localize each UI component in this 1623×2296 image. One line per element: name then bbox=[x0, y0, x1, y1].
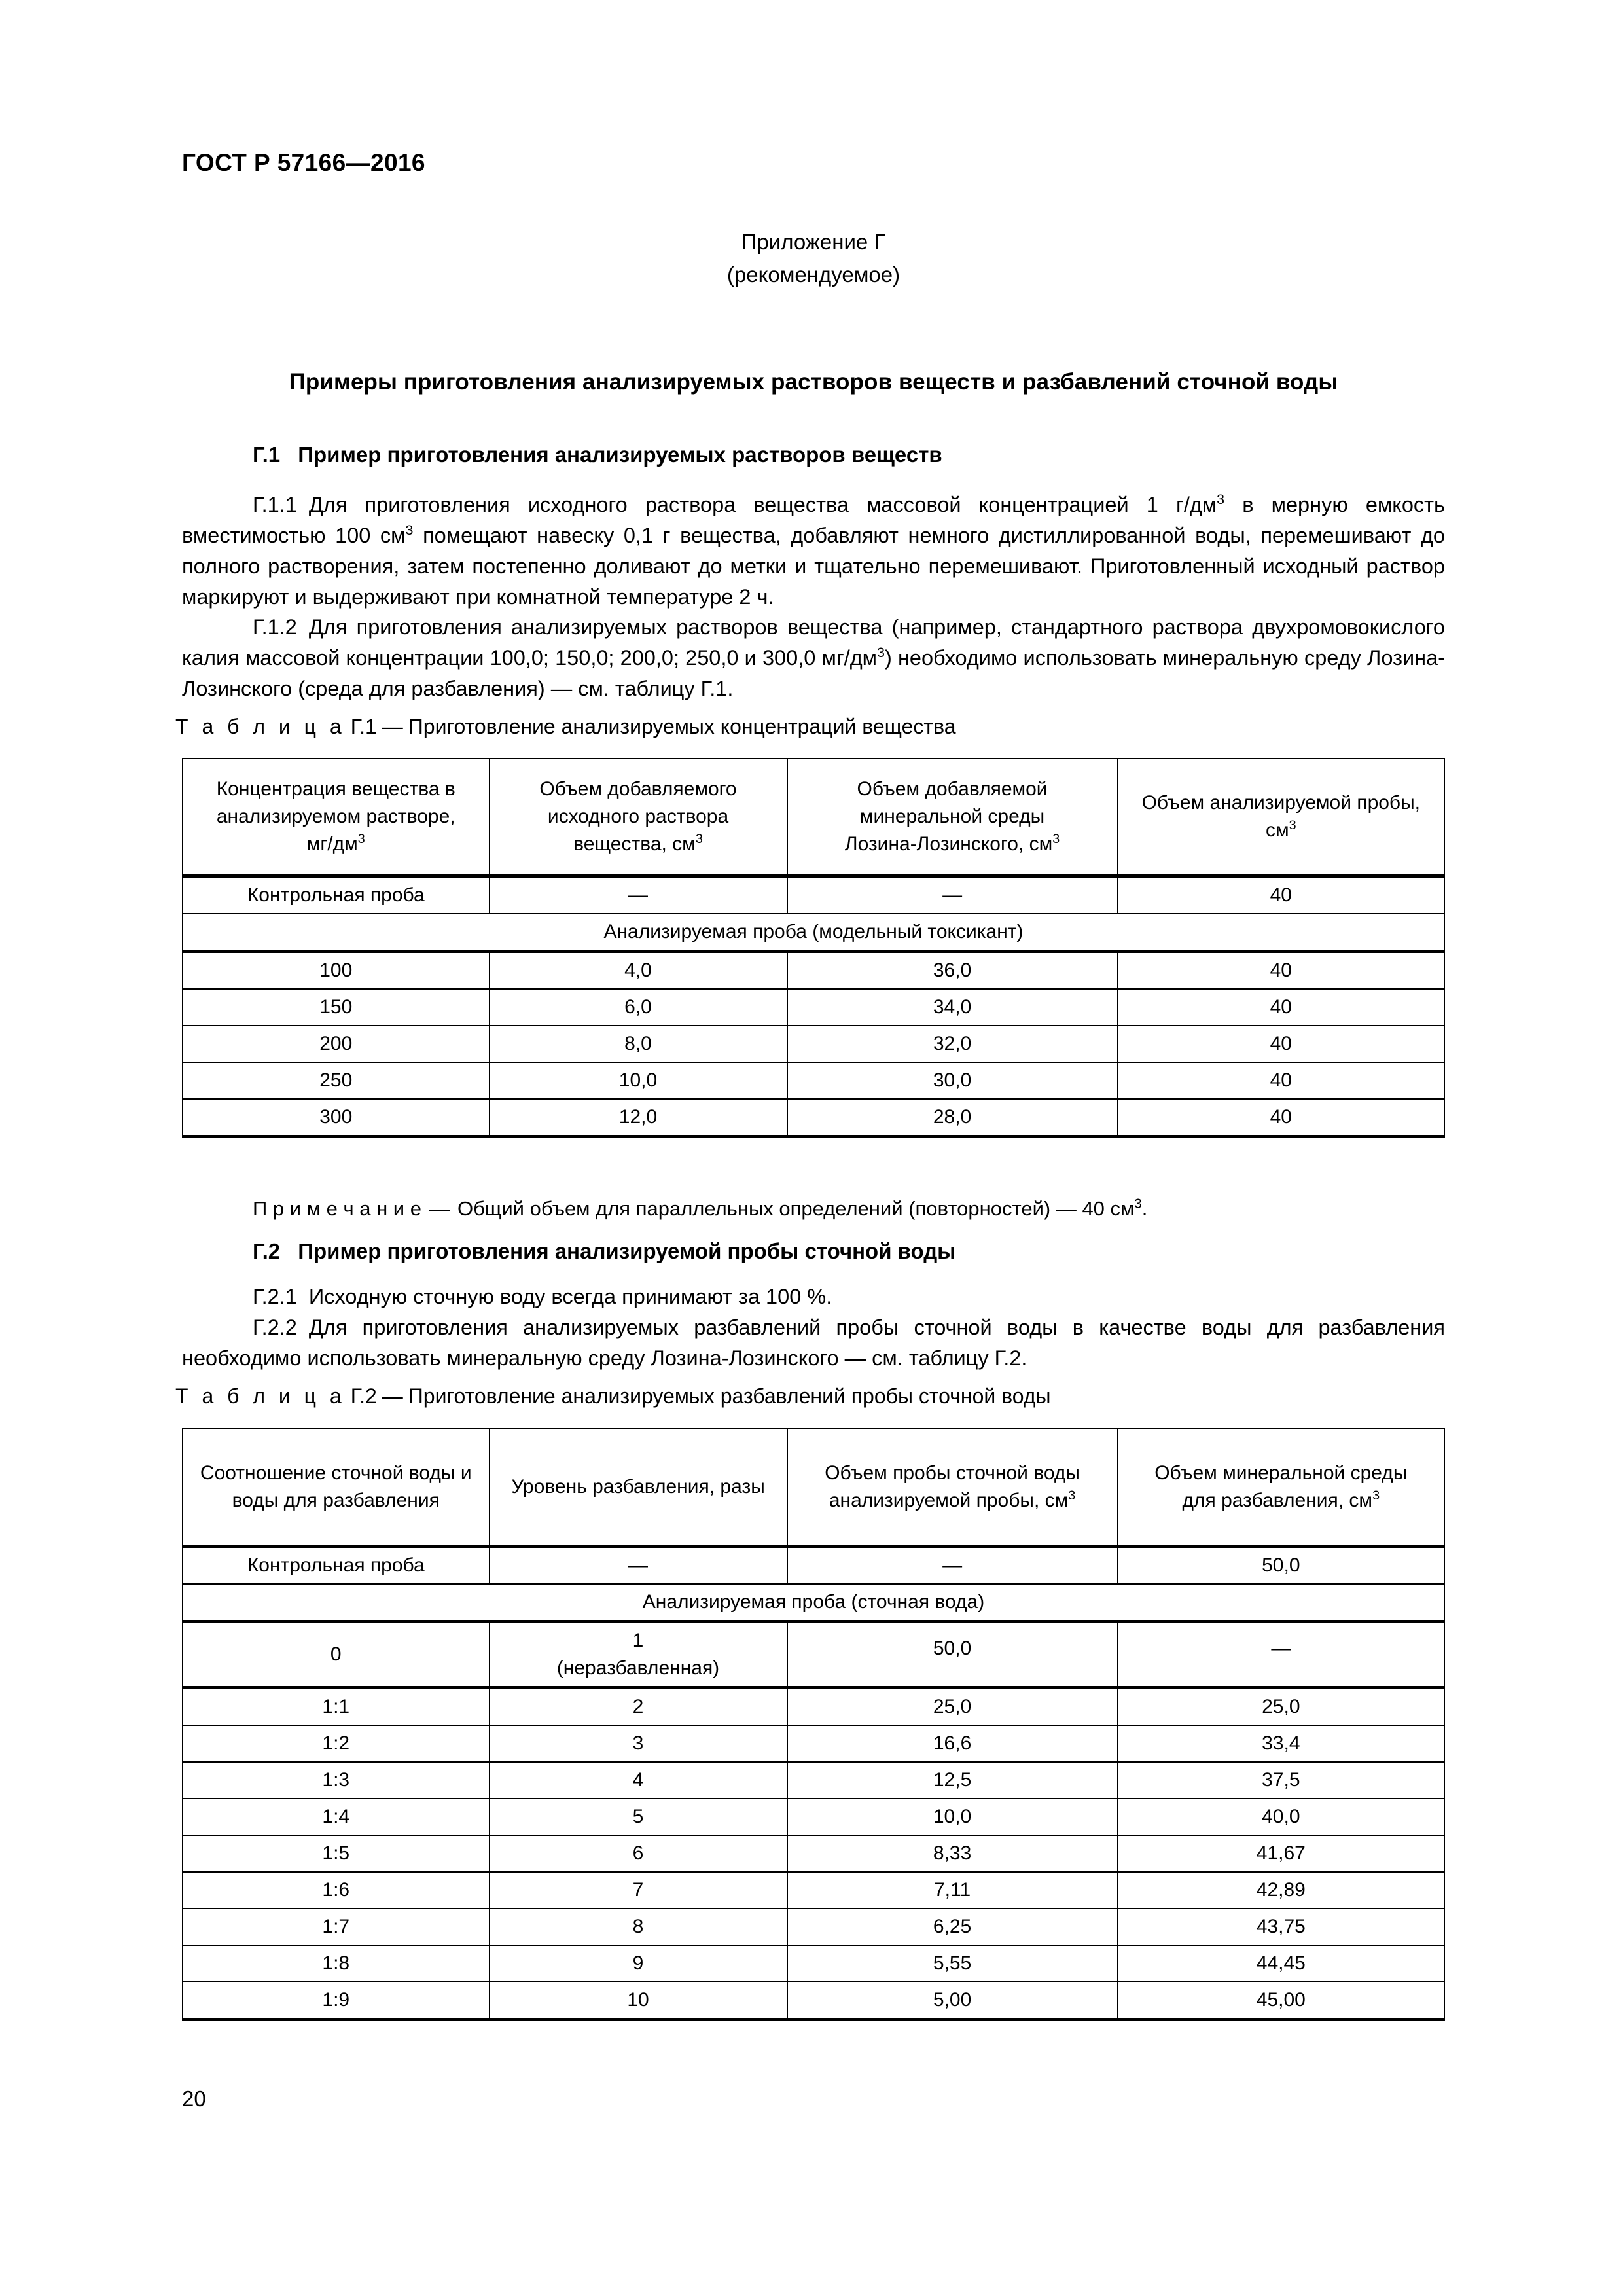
table-cell: 2 bbox=[490, 1688, 787, 1726]
table-g2-header-cell-3 bbox=[787, 1429, 1118, 1547]
table-cell: 30,0 bbox=[787, 1062, 1118, 1099]
header-line: Объем анализируемой пробы, bbox=[1141, 792, 1421, 814]
table-g1-header-cell-3 bbox=[787, 759, 1118, 876]
table-g1-caption-label: Т а б л и ц а bbox=[175, 715, 346, 738]
note-dash: — bbox=[429, 1197, 450, 1220]
table-cell: 10 bbox=[490, 1982, 787, 2020]
table-cell: 100 bbox=[183, 952, 490, 990]
table-cell: 5,55 bbox=[787, 1945, 1118, 1982]
table-cell: 8,0 bbox=[490, 1026, 787, 1062]
header-line: Объем добавляемого bbox=[539, 778, 737, 800]
table-g1-group-row bbox=[183, 914, 1444, 952]
table-cell: 28,0 bbox=[787, 1099, 1118, 1137]
header-line: анализируемом растворе, bbox=[216, 806, 455, 827]
table-cell: 1:9 bbox=[183, 1982, 490, 2020]
table-g2 bbox=[182, 1428, 1445, 2021]
table-cell: 8,33 bbox=[787, 1835, 1118, 1872]
table-g2-caption-dash: — bbox=[382, 1384, 403, 1408]
header-line: Объем минеральной среды bbox=[1154, 1462, 1408, 1484]
table-row bbox=[183, 1909, 1444, 1945]
table-cell: — bbox=[787, 1547, 1118, 1585]
table-g2-caption-label: Т а б л и ц а bbox=[175, 1384, 346, 1408]
table-cell: 43,75 bbox=[1118, 1909, 1444, 1945]
note-label: П р и м е ч а н и е bbox=[253, 1197, 421, 1220]
header-line: Объем добавляемой bbox=[857, 778, 1048, 800]
table-row bbox=[183, 1099, 1444, 1137]
table-cell: 1:3 bbox=[183, 1762, 490, 1799]
table-cell: 250 bbox=[183, 1062, 490, 1099]
header-line: исходного раствора bbox=[547, 806, 729, 827]
table-cell: 10,0 bbox=[787, 1799, 1118, 1835]
table-row bbox=[183, 1945, 1444, 1982]
table-g2-header-cell-4 bbox=[1118, 1429, 1444, 1547]
table-row bbox=[183, 1062, 1444, 1099]
table-g2-control-row bbox=[183, 1547, 1444, 1585]
table-row bbox=[183, 952, 1444, 990]
table-cell: 4 bbox=[490, 1762, 787, 1799]
table-g1-note bbox=[182, 1194, 1445, 1224]
table-cell: — bbox=[787, 876, 1118, 914]
table-cell: 36,0 bbox=[787, 952, 1118, 990]
header-line: для разбавления, $см^3$ bbox=[1182, 1488, 1380, 1511]
table-cell: 44,45 bbox=[1118, 1945, 1444, 1982]
table-g2-header-cell-1 bbox=[183, 1429, 490, 1547]
table-cell: 1:8 bbox=[183, 1945, 490, 1982]
paragraph-g1-1-text-b: в мерную емкость вместимостью 100 см bbox=[182, 493, 1445, 547]
table-cell: 6,0 bbox=[490, 989, 787, 1026]
cell-line: (неразбавленная) bbox=[556, 1657, 720, 1679]
paragraph-g1-2-sup-a: 3 bbox=[877, 645, 885, 661]
table-cell: 1:2 bbox=[183, 1725, 490, 1762]
table-cell: 7 bbox=[490, 1872, 787, 1909]
paragraph-g1-1-number: Г.1.1 bbox=[253, 493, 297, 516]
table-row bbox=[183, 1026, 1444, 1062]
table-cell: 40 bbox=[1118, 1099, 1444, 1137]
table-g2-group-row bbox=[183, 1584, 1444, 1622]
appendix-status: (рекомендуемое) bbox=[726, 262, 901, 287]
header-line: Объем пробы сточной воды bbox=[825, 1462, 1080, 1484]
table-cell: 1:4 bbox=[183, 1799, 490, 1835]
section-g2-number: Г.2 bbox=[253, 1239, 281, 1263]
table-cell: 200 bbox=[183, 1026, 490, 1062]
page-number: 20 bbox=[182, 2087, 206, 2111]
table-row bbox=[183, 1725, 1444, 1762]
section-g1-number: Г.1 bbox=[253, 442, 281, 467]
header-line: Лозина-Лозинского, $см^3$ bbox=[844, 832, 1060, 855]
table-cell: Контрольная проба bbox=[183, 876, 490, 914]
table-cell: 12,0 bbox=[490, 1099, 787, 1137]
table-cell: 3 bbox=[490, 1725, 787, 1762]
header-line: Концентрация вещества в bbox=[216, 778, 455, 800]
table-g1-header-cell-1 bbox=[183, 759, 490, 876]
table-cell: 37,5 bbox=[1118, 1762, 1444, 1799]
standard-header: ГОСТ Р 57166—2016 bbox=[182, 149, 425, 176]
table-cell: 50,0 bbox=[1118, 1547, 1444, 1585]
table-cell: 6,25 bbox=[787, 1909, 1118, 1945]
table-row bbox=[183, 1835, 1444, 1872]
header-line: воды для разбавления bbox=[232, 1490, 440, 1511]
table-cell: 4,0 bbox=[490, 952, 787, 990]
table-cell: 7,11 bbox=[787, 1872, 1118, 1909]
table-g1 bbox=[182, 758, 1445, 1138]
table-g1-header-cell-4 bbox=[1118, 759, 1444, 876]
table-cell: 0 bbox=[183, 1622, 490, 1688]
table-g2-caption-text: Приготовление анализируемых разбавлений пробы сточной воды bbox=[408, 1384, 1051, 1408]
section-heading-g2 bbox=[182, 1239, 1445, 1264]
table-cell: 40,0 bbox=[1118, 1799, 1444, 1835]
table-g1-group-label: Анализируемая проба (модельный токсикант) bbox=[183, 914, 1444, 952]
cell-line: 1 bbox=[632, 1630, 644, 1651]
note-text-end: . bbox=[1141, 1197, 1148, 1220]
note-sup: 3 bbox=[1134, 1196, 1142, 1211]
table-row bbox=[183, 989, 1444, 1026]
table-cell: 16,6 bbox=[787, 1725, 1118, 1762]
table-cell: 40 bbox=[1118, 1026, 1444, 1062]
header-line: $см^3$ bbox=[1265, 818, 1296, 841]
table-cell: 150 bbox=[183, 989, 490, 1026]
table-cell: 300 bbox=[183, 1099, 490, 1137]
table-g1-caption-number: Г.1 bbox=[350, 715, 377, 738]
table-cell: 1:5 bbox=[183, 1835, 490, 1872]
header-line: анализируемой пробы, $см^3$ bbox=[829, 1488, 1076, 1511]
paragraph-g1-1-text-a: Для приготовления исходного раствора вещества массовой концентрацией 1 г/дм bbox=[308, 493, 1217, 516]
table-cell: 25,0 bbox=[787, 1688, 1118, 1726]
table-cell: 45,00 bbox=[1118, 1982, 1444, 2020]
paragraph-g2-2-number: Г.2.2 bbox=[253, 1316, 297, 1339]
table-cell: 1:6 bbox=[183, 1872, 490, 1909]
table-cell: Контрольная проба bbox=[183, 1547, 490, 1585]
table-cell: 12,5 bbox=[787, 1762, 1118, 1799]
table-g1-caption-dash: — bbox=[382, 715, 403, 738]
table-g1-header-cell-2 bbox=[490, 759, 787, 876]
table-row bbox=[183, 1799, 1444, 1835]
section-g2-title: Пример приготовления анализируемой пробы сточной воды bbox=[298, 1239, 956, 1263]
table-cell: 32,0 bbox=[787, 1026, 1118, 1062]
table-cell: 1:7 bbox=[183, 1909, 490, 1945]
table-cell bbox=[490, 1622, 787, 1688]
appendix-label: Приложение Г bbox=[741, 230, 886, 254]
table-cell: 40 bbox=[1118, 876, 1444, 914]
table-cell: 10,0 bbox=[490, 1062, 787, 1099]
paragraph-g1-2-text-b: ) необходимо использовать минеральную среду Лозина-Лозинского (среда для разбавления) — см. таблицу Г.1. bbox=[182, 646, 1445, 700]
table-cell: 40 bbox=[1118, 989, 1444, 1026]
table-cell: — bbox=[1118, 1622, 1444, 1688]
table-cell: 1:1 bbox=[183, 1688, 490, 1726]
table-cell: 34,0 bbox=[787, 989, 1118, 1026]
table-cell: — bbox=[490, 876, 787, 914]
paragraph-g1-2-number: Г.1.2 bbox=[253, 615, 297, 639]
table-row bbox=[183, 1688, 1444, 1726]
table-cell: 50,0 bbox=[787, 1622, 1118, 1688]
appendix-title: Примеры приготовления анализируемых растворов веществ и разбавлений сточной воды bbox=[289, 369, 1338, 395]
table-row bbox=[183, 1762, 1444, 1799]
paragraph-g1-2 bbox=[182, 612, 1445, 704]
table-cell: 25,0 bbox=[1118, 1688, 1444, 1726]
table-g1-caption-text: Приготовление анализируемых концентраций вещества bbox=[408, 715, 956, 738]
table-cell: 40 bbox=[1118, 1062, 1444, 1099]
table-g2-header-cell-2 bbox=[490, 1429, 787, 1547]
table-g1-header-row bbox=[183, 759, 1444, 876]
section-g1-title: Пример приготовления анализируемых растворов веществ bbox=[298, 442, 942, 467]
table-g2-caption-number: Г.2 bbox=[350, 1384, 377, 1408]
table-cell: 40 bbox=[1118, 952, 1444, 990]
table-g2-group-label: Анализируемая проба (сточная вода) bbox=[183, 1584, 1444, 1622]
table-cell: — bbox=[490, 1547, 787, 1585]
section-heading-g1 bbox=[182, 442, 1445, 467]
table-cell: 8 bbox=[490, 1909, 787, 1945]
table-row bbox=[183, 1982, 1444, 2020]
paragraph-g1-1 bbox=[182, 490, 1445, 613]
paragraph-g2-2 bbox=[182, 1312, 1445, 1374]
paragraph-g2-1-number: Г.2.1 bbox=[253, 1285, 297, 1308]
table-g1-control-row bbox=[183, 876, 1444, 914]
header-line: Уровень разбавления, разы bbox=[511, 1476, 765, 1498]
table-row bbox=[183, 1622, 1444, 1688]
header-line: минеральной среды bbox=[859, 806, 1045, 827]
table-cell: 9 bbox=[490, 1945, 787, 1982]
paragraph-g2-2-text: Для приготовления анализируемых разбавлений пробы сточной воды в качестве воды для разбавления необходимо использовать минеральную среду Лозина-Лозинского — см. таблицу Г.2. bbox=[182, 1316, 1445, 1370]
table-cell: 33,4 bbox=[1118, 1725, 1444, 1762]
table-cell: 5,00 bbox=[787, 1982, 1118, 2020]
paragraph-g2-1 bbox=[182, 1282, 1445, 1312]
table-g2-caption bbox=[175, 1384, 1458, 1408]
note-text: Общий объем для параллельных определений (повторностей) — 40 см bbox=[457, 1197, 1135, 1220]
appendix-label-block bbox=[182, 226, 1445, 291]
table-cell: 6 bbox=[490, 1835, 787, 1872]
table-row bbox=[183, 1872, 1444, 1909]
paragraph-g1-1-sup-a: 3 bbox=[1217, 492, 1225, 508]
table-cell: 41,67 bbox=[1118, 1835, 1444, 1872]
paragraph-g2-1-text: Исходную сточную воду всегда принимают за 100 %. bbox=[308, 1285, 832, 1308]
header-line: вещества, $см^3$ bbox=[573, 832, 703, 855]
header-line: Соотношение сточной воды и bbox=[200, 1462, 472, 1484]
table-cell: 5 bbox=[490, 1799, 787, 1835]
paragraph-g1-1-text-c: помещают навеску 0,1 г вещества, добавляют немного дистиллированной воды, перемешивают до полного растворения, затем постепенно доливают до метки и тщательно перемешивают. Приготовленный исходный раствор маркируют и выдерживают при комнатной температуре 2 ч. bbox=[182, 524, 1445, 609]
paragraph-g1-1-sup-b: 3 bbox=[405, 522, 414, 539]
table-g1-caption bbox=[175, 715, 1458, 739]
header-line: $мг/дм^3$ bbox=[306, 832, 365, 855]
paragraph-g1-2-text-a: Для приготовления анализируемых растворов вещества (например, стандартного раствора двухромовокислого калия массовой концентрации 100,0; 150,0; 200,0; 250,0 и 300,0 мг/дм bbox=[182, 615, 1445, 670]
table-cell: 42,89 bbox=[1118, 1872, 1444, 1909]
table-g2-header-row bbox=[183, 1429, 1444, 1547]
